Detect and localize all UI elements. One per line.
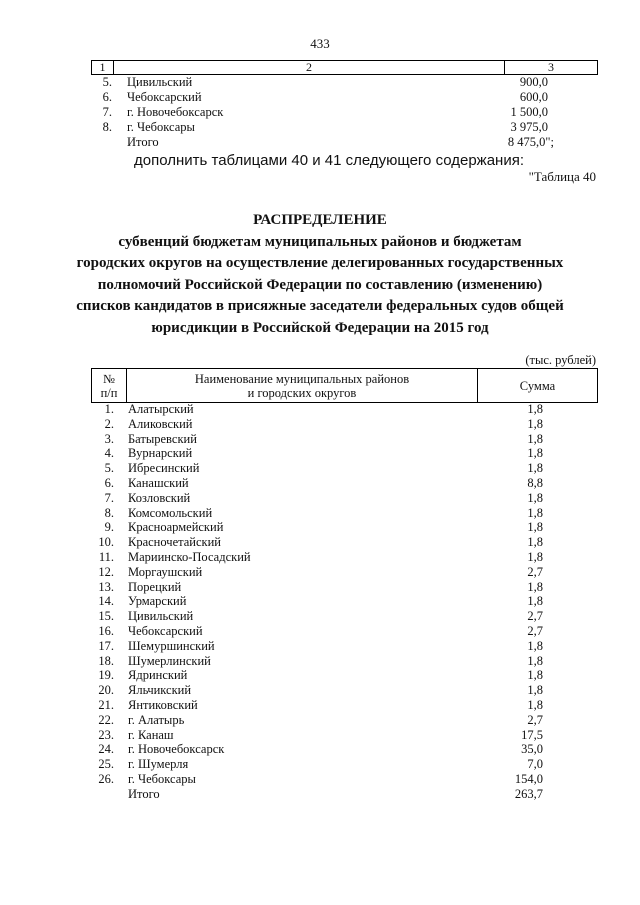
table-row bbox=[0, 728, 640, 743]
table-row bbox=[0, 535, 640, 550]
prev-table-header bbox=[91, 60, 598, 75]
row-name: Ибресинский bbox=[128, 461, 200, 476]
col-name-line: Наименование муниципальных районов bbox=[194, 371, 410, 386]
row-name: г. Новочебоксарск bbox=[127, 105, 224, 119]
table-row bbox=[0, 683, 640, 698]
title-line: списков кандидатов в присяжные заседатели федеральных судов общей bbox=[76, 298, 564, 314]
total-value: 263,7 bbox=[514, 786, 543, 801]
row-number: 17. bbox=[98, 638, 114, 653]
row-name: Козловский bbox=[128, 490, 191, 505]
row-number: 9. bbox=[104, 520, 114, 535]
table-row bbox=[0, 446, 640, 461]
row-name: Янтиковский bbox=[128, 698, 198, 712]
row-name: г. Чебоксары bbox=[128, 772, 196, 786]
row-number: 4. bbox=[104, 446, 114, 461]
units-label: (тыс. рублей) bbox=[525, 353, 596, 367]
col-number-line: п/п bbox=[100, 385, 118, 400]
col-number-header bbox=[92, 369, 126, 402]
col-name-header bbox=[127, 369, 477, 402]
page-number: 433 bbox=[310, 36, 330, 51]
row-name: Алатырский bbox=[128, 402, 194, 416]
row-number: 14. bbox=[98, 594, 114, 609]
row-number: 10. bbox=[98, 535, 114, 550]
row-number: 13. bbox=[98, 579, 114, 594]
row-value: 1,8 bbox=[527, 490, 543, 505]
prev-table-total bbox=[0, 135, 640, 150]
prev-table-row bbox=[0, 105, 640, 120]
row-number: 1. bbox=[104, 402, 114, 416]
row-name: Моргаушский bbox=[128, 564, 203, 579]
row-name: Комсомольский bbox=[128, 505, 213, 520]
table-row bbox=[0, 580, 640, 595]
row-number: 2. bbox=[104, 416, 114, 431]
table-row bbox=[0, 520, 640, 535]
table-total bbox=[0, 787, 640, 802]
row-number: 5. bbox=[102, 75, 112, 89]
row-name: Аликовский bbox=[128, 416, 193, 431]
row-name: г. Чебоксары bbox=[127, 120, 195, 134]
row-number: 8. bbox=[104, 505, 114, 520]
row-value: 154,0 bbox=[514, 772, 543, 786]
table-row bbox=[0, 565, 640, 580]
row-number: 6. bbox=[104, 476, 114, 490]
title-line: городских округов на осуществление делегированных государственных bbox=[76, 255, 564, 271]
table-row bbox=[0, 432, 640, 447]
row-value: 1,8 bbox=[527, 520, 543, 535]
row-value: 35,0 bbox=[521, 742, 543, 757]
row-value: 1,8 bbox=[527, 653, 543, 668]
prev-col-1-header: 1 bbox=[99, 60, 106, 74]
row-value: 1,8 bbox=[527, 668, 543, 683]
row-value: 3 975,0 bbox=[510, 120, 548, 134]
row-number: 24. bbox=[98, 742, 114, 757]
total-value: 8 475,0"; bbox=[507, 135, 554, 149]
row-name: Чебоксарский bbox=[128, 624, 203, 638]
row-number: 20. bbox=[98, 683, 114, 698]
row-value: 600,0 bbox=[519, 90, 548, 104]
row-name: Шемуршинский bbox=[128, 638, 215, 653]
row-number: 19. bbox=[98, 668, 114, 683]
table-row bbox=[0, 698, 640, 713]
row-value: 1,8 bbox=[527, 416, 543, 431]
row-name: Канашский bbox=[128, 476, 189, 490]
row-number: 23. bbox=[98, 727, 114, 742]
title-line: субвенций бюджетам муниципальных районов и бюджетам bbox=[118, 233, 522, 250]
row-name: г. Новочебоксарск bbox=[128, 742, 225, 757]
title-line: РАСПРЕДЕЛЕНИЕ bbox=[253, 212, 387, 228]
prev-col-3-header: 3 bbox=[548, 60, 554, 74]
table-row bbox=[0, 757, 640, 772]
title-line: юрисдикции в Российской Федерации на 2015 год bbox=[151, 319, 489, 336]
row-number: 12. bbox=[98, 564, 114, 579]
row-number: 15. bbox=[98, 609, 114, 624]
main-table-header bbox=[91, 368, 598, 403]
row-value: 8,8 bbox=[527, 476, 543, 490]
table-row bbox=[0, 624, 640, 639]
table-label: "Таблица 40 bbox=[528, 169, 596, 184]
prev-table-row bbox=[0, 90, 640, 105]
row-name: Урмарский bbox=[128, 594, 187, 609]
row-value: 1,8 bbox=[527, 579, 543, 594]
row-name: Красноармейский bbox=[128, 520, 224, 535]
row-number: 11. bbox=[98, 550, 114, 564]
table-row bbox=[0, 594, 640, 609]
table-row bbox=[0, 461, 640, 476]
row-name: Красночетайский bbox=[128, 535, 221, 550]
row-name: Вурнарский bbox=[128, 446, 193, 461]
row-number: 18. bbox=[98, 653, 114, 668]
row-number: 21. bbox=[98, 698, 114, 712]
row-number: 8. bbox=[102, 120, 112, 134]
row-name: Шумерлинский bbox=[128, 653, 211, 668]
document-title bbox=[0, 210, 640, 339]
row-value: 1,8 bbox=[527, 638, 543, 653]
row-value: 1,8 bbox=[527, 550, 543, 564]
row-name: Цивильский bbox=[128, 609, 194, 624]
intro-text: дополнить таблицами 40 и 41 следующего содержания: bbox=[134, 152, 525, 169]
table-row bbox=[0, 417, 640, 432]
row-value: 1 500,0 bbox=[510, 105, 548, 119]
row-name: г. Алатырь bbox=[128, 712, 185, 727]
table-row bbox=[0, 772, 640, 787]
row-number: 7. bbox=[102, 105, 112, 119]
table-row bbox=[0, 713, 640, 728]
row-value: 1,8 bbox=[527, 446, 543, 461]
table-row bbox=[0, 609, 640, 624]
row-number: 6. bbox=[102, 90, 112, 104]
row-name: г. Канаш bbox=[128, 727, 174, 742]
row-name: Батыревский bbox=[128, 431, 197, 446]
row-value: 7,0 bbox=[527, 757, 543, 772]
row-value: 1,8 bbox=[527, 431, 543, 446]
row-number: 5. bbox=[104, 461, 114, 476]
row-name: г. Шумерля bbox=[128, 757, 189, 772]
row-name: Чебоксарский bbox=[127, 90, 202, 104]
row-number: 16. bbox=[98, 624, 114, 638]
row-value: 1,8 bbox=[527, 683, 543, 698]
row-name: Мариинско-Посадский bbox=[128, 550, 251, 564]
row-number: 7. bbox=[104, 490, 114, 505]
row-name: Порецкий bbox=[128, 579, 182, 594]
total-label: Итого bbox=[128, 786, 160, 801]
col-number-line: № bbox=[103, 371, 115, 386]
row-value: 2,7 bbox=[527, 564, 543, 579]
row-value: 1,8 bbox=[527, 698, 543, 712]
row-value: 2,7 bbox=[527, 624, 543, 638]
table-row bbox=[0, 654, 640, 669]
row-number: 3. bbox=[104, 431, 114, 446]
row-value: 1,8 bbox=[527, 535, 543, 550]
prev-table-row bbox=[0, 75, 640, 90]
row-number: 25. bbox=[98, 757, 114, 772]
table-row bbox=[0, 491, 640, 506]
row-value: 1,8 bbox=[527, 402, 543, 416]
row-name: Яльчикский bbox=[128, 683, 192, 698]
table-row bbox=[0, 639, 640, 654]
row-value: 2,7 bbox=[527, 712, 543, 727]
title-line: полномочий Российской Федерации по составлению (изменению) bbox=[97, 276, 543, 293]
row-name: Ядринский bbox=[128, 668, 188, 683]
total-label: Итого bbox=[127, 135, 159, 149]
prev-col-2-header: 2 bbox=[306, 60, 312, 74]
row-value: 1,8 bbox=[527, 505, 543, 520]
col-name-line: и городских округов bbox=[247, 385, 357, 400]
table-row bbox=[0, 668, 640, 683]
table-row bbox=[0, 476, 640, 491]
row-value: 1,8 bbox=[527, 461, 543, 476]
row-number: 26. bbox=[98, 772, 114, 786]
row-value: 2,7 bbox=[527, 609, 543, 624]
row-number: 22. bbox=[98, 712, 114, 727]
table-row bbox=[0, 742, 640, 757]
row-value: 17,5 bbox=[521, 727, 543, 742]
table-row bbox=[0, 550, 640, 565]
table-row bbox=[0, 506, 640, 521]
col-sum-header: Сумма bbox=[519, 378, 556, 393]
row-value: 1,8 bbox=[527, 594, 543, 609]
row-value: 900,0 bbox=[519, 75, 548, 89]
table-row bbox=[0, 402, 640, 417]
row-name: Цивильский bbox=[127, 75, 193, 89]
prev-table-row bbox=[0, 120, 640, 135]
